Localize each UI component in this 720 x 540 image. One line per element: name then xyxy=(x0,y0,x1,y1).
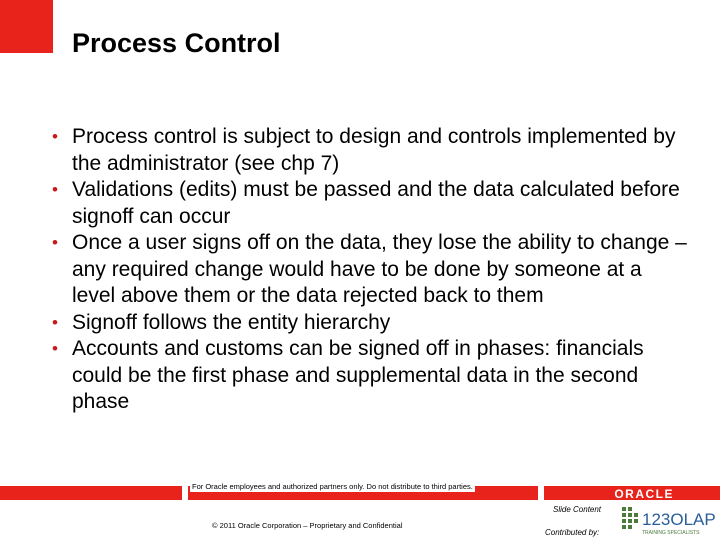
partner-logo-tagline: TRAINING SPECIALISTS xyxy=(642,530,700,536)
bullet-item: • Validations (edits) must be passed and the data calculated before signoff can occur xyxy=(52,178,680,228)
bullet-dot-icon: • xyxy=(52,180,58,199)
bullet-dot-icon: • xyxy=(52,339,58,358)
bullet-item: • Process control is subject to design and controls implemented by the administrator (see chp 7) xyxy=(52,125,676,175)
oracle-logo: ORACLE xyxy=(614,487,674,501)
footer-divider xyxy=(538,486,544,500)
bullet-item: • Signoff follows the entity hierarchy xyxy=(48,310,688,337)
partner-logo-text: 123OLAP xyxy=(642,510,716,529)
red-accent-square xyxy=(0,0,53,53)
bullet-dot-icon: • xyxy=(52,127,58,146)
footer-divider xyxy=(182,486,188,500)
footer-copyright: © 2011 Oracle Corporation – Proprietary and Confidential xyxy=(212,521,403,530)
bullet-dot-icon: • xyxy=(52,233,58,252)
partner-logo-icon xyxy=(620,503,716,537)
bullet-dot-icon: • xyxy=(52,312,58,332)
bullet-list xyxy=(48,124,688,416)
bullet-item: • Accounts and customs can be signed off in phases: financials could be the first phase and supplemental data in the second phase xyxy=(52,337,644,413)
contributed-by-label: Contributed by: xyxy=(545,528,600,537)
footer-disclaimer: For Oracle employees and authorized partners only. Do not distribute to third parties. xyxy=(192,482,473,491)
slide-title: Process Control xyxy=(72,28,281,58)
slide-content-label: Slide Content xyxy=(553,505,602,514)
bullet-item: • Once a user signs off on the data, they lose the ability to change – any required change would have to be done by someone at a level above them or the data rejected back to them xyxy=(52,231,687,307)
